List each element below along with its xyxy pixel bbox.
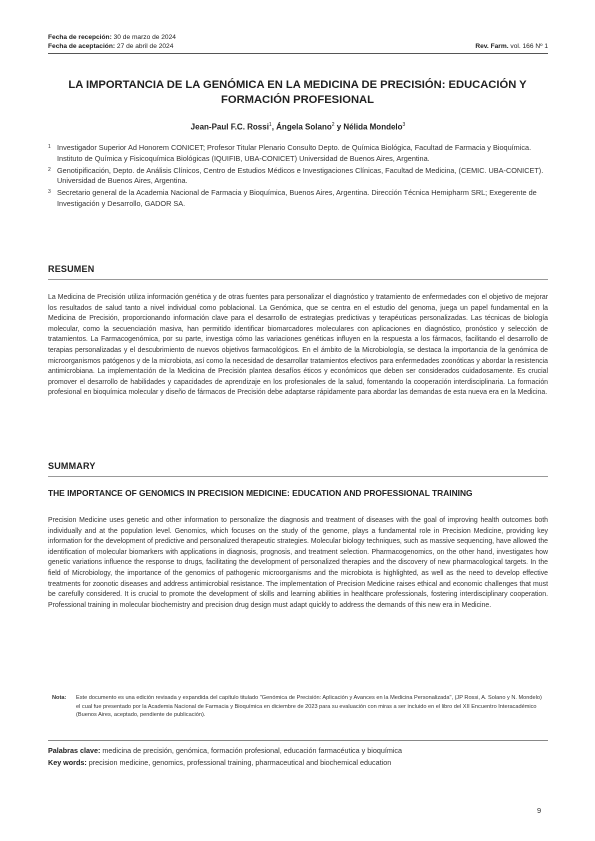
affiliation-text: Secretario general de la Academia Nacional de Farmacia y Bioquímica, Buenos Aires, Argentina. Dirección Técnica Hemipharm SRL; Exegerente de Investigación y Desarrollo, GADOR SA. <box>57 188 537 208</box>
summary-title: THE IMPORTANCE OF GENOMICS IN PRECISION MEDICINE: EDUCATION AND PROFESSIONAL TRAINING <box>48 488 473 498</box>
summary-divider <box>48 476 548 477</box>
author-name: Ángela Solano <box>276 122 332 132</box>
keywords-es-text: medicina de precisión, genómica, formación profesional, educación farmacéutica y bioquímica <box>102 746 402 755</box>
affiliation-text: Genotipificación, Depto. de Análisis Clínicos, Centro de Estudios Médicos e Investigaciones Clínicas, Facultad de Medicina, (CEMIC. UBA-CONICET). Universidad de Buenos Aires, Argentina. <box>57 165 544 186</box>
editorial-note <box>52 694 542 720</box>
resumen-text: La Medicina de Precisión utiliza información genética y de otras fuentes para personalizar el diagnóstico y tratamiento de enfermedades con el objetivo de mejorar los resultados de salud tanto a nivel individual como poblacional. La Genómica, que se centra en el estudio del genoma, juega un papel fundamental en la Medicina de Precisión, proporcionando información clave para el desarrollo de estrategias predictivas y terapéuticas personalizadas. Las técnicas de biología molecular, como la secuenciación masiva, han permitido identificar biomarcadores moleculares con aplicaciones en diagnóstico, pronóstico y selección de tratamientos. La Farmacogenómica, por su parte, investiga cómo las variaciones genéticas influyen en la respuesta a los fármacos, facilitando el desarrollo de terapias personalizadas y el descubrimiento de nuevos objetivos farmacológicos. En el ámbito de la Microbiología, se destaca la importancia de la genómica de microorganismos patógenos y de la microbiota, así como la necesidad de desarrollar tratamientos efectivos para enfermedades zoonóticas y abordar la resistencia antimicrobiana. La implementación de la Medicina de Precisión plantea desafíos éticos y económicos que deben ser considerados cuidadosamente. Es crucial promover el desarrollo de habilidades y capacidades de aprendizaje en los profesionales de la salud, fomentando la cooperación interdisciplinaria. La formación profesional en bioquímica molecular y diseño de fármacos de Precisión debe adaptarse rápidamente para abordar las demandas de esta nueva era en la Medicina. <box>48 294 548 397</box>
page-number: 9 <box>537 806 542 815</box>
affiliation-text: Investigador Superior Ad Honorem CONICET; Profesor Titular Plenario Consulto Depto. de Química Biológica, Facultad de Farmacia y Bioquímica. Instituto de Química y Fisicoquímica Biológicas (IQUIFIB, UBA-CONICET) Universidad de Buenos Aires, Argentina. <box>57 143 532 163</box>
journal-name: Rev. Farm. <box>475 42 509 50</box>
affiliations-list <box>48 143 548 211</box>
received-date: 30 de marzo de 2024 <box>113 34 176 41</box>
accepted-label: Fecha de aceptación: <box>48 42 116 50</box>
keywords-es <box>48 746 548 755</box>
affiliation-number: 1 <box>48 144 51 150</box>
affiliation-item <box>48 143 548 164</box>
received-label: Fecha de recepción: <box>48 34 112 41</box>
summary-text: Precision Medicine uses genetic and other information to personalize the diagnosis and treatment of diseases with the goal of improving health outcomes both individually and at the population level. Genomics, which focuses on the study of the genome, plays a fundamental role in Precision Medicine, providing key information for the development of predictive and personalized therapeutic strategies. Molecular biology techniques, such as massive sequencing, have allowed the identification of molecular biomarkers with applications in diagnosis, prognosis, and treatment selection. Pharmacogenomics, on the other hand, investigates how genetic variations influence the response to drugs, facilitating the development of personalized therapies and the discovery of new pharmacological targets. In the field of Microbiology, the importance of the genomics of pathogenic microorganisms and the microbiota is highlighted, as well as the need to develop effective treatments for zoonotic diseases and address antimicrobial resistance. The implementation of Precision Medicine raises ethical and economic challenges that must be carefully considered. It is crucial to promote the development of skills and learning abilities in healthcare professionals, fostering interdisciplinary cooperation. Professional training in molecular biochemistry and precision drug design must adapt quickly to address the demands of this new era in Medicine. <box>48 517 548 609</box>
author-separator: , <box>271 122 277 132</box>
note-label: Nota: <box>52 695 67 701</box>
journal-volume: vol. 166 Nº 1 <box>510 42 548 50</box>
author-affiliation-marker: 3 <box>402 122 406 128</box>
article-header <box>48 34 548 51</box>
keywords-divider <box>48 740 548 741</box>
note-text: Este documento es una edición revisada y expandida del capítulo titulado "Genómica de Precisión: Aplicación y Avances en la Medicina Personalizada", (JP Rossi, A. Solano y N. Mondelo) el cual fue presentado por la Academia Nacional de Farmacia y Bioquímica en diciembre de 2023 para su evaluación con miras a ser incluido en el libro del XII Encuentro Interacadémico (Buenos Aires, aceptado, pendiente de publicación). <box>76 695 542 719</box>
header-divider <box>48 53 548 54</box>
affiliation-item <box>48 188 548 209</box>
author-name: Nélida Mondelo <box>343 122 403 132</box>
journal-reference <box>475 43 548 52</box>
affiliation-number: 2 <box>48 166 51 173</box>
affiliation-number: 3 <box>48 189 51 196</box>
received-line <box>48 34 548 43</box>
author-list <box>48 122 548 132</box>
keywords-es-label: Palabras clave: <box>48 746 101 755</box>
author-affiliation-marker: 2 <box>331 122 335 128</box>
summary-heading: SUMMARY <box>48 461 96 471</box>
keywords-en-text: precision medicine, genomics, professional training, pharmaceutical and biochemical education <box>88 758 392 767</box>
keywords-en <box>48 758 548 767</box>
keywords-en-label: Key words: <box>48 758 87 767</box>
author-affiliation-marker: 1 <box>268 122 272 128</box>
article-title: LA IMPORTANCIA DE LA GENÓMICA EN LA MEDICINA DE PRECISIÓN: EDUCACIÓN Y FORMACIÓN PROFESIONAL <box>68 79 527 106</box>
author-separator: y <box>334 122 344 132</box>
author-name: Jean-Paul F.C. Rossi <box>190 122 269 132</box>
resumen-heading: RESUMEN <box>48 264 95 274</box>
accepted-line <box>48 43 548 52</box>
affiliation-item <box>48 166 548 187</box>
accepted-date: 27 de abril de 2024 <box>116 42 174 50</box>
resumen-divider <box>48 279 548 280</box>
